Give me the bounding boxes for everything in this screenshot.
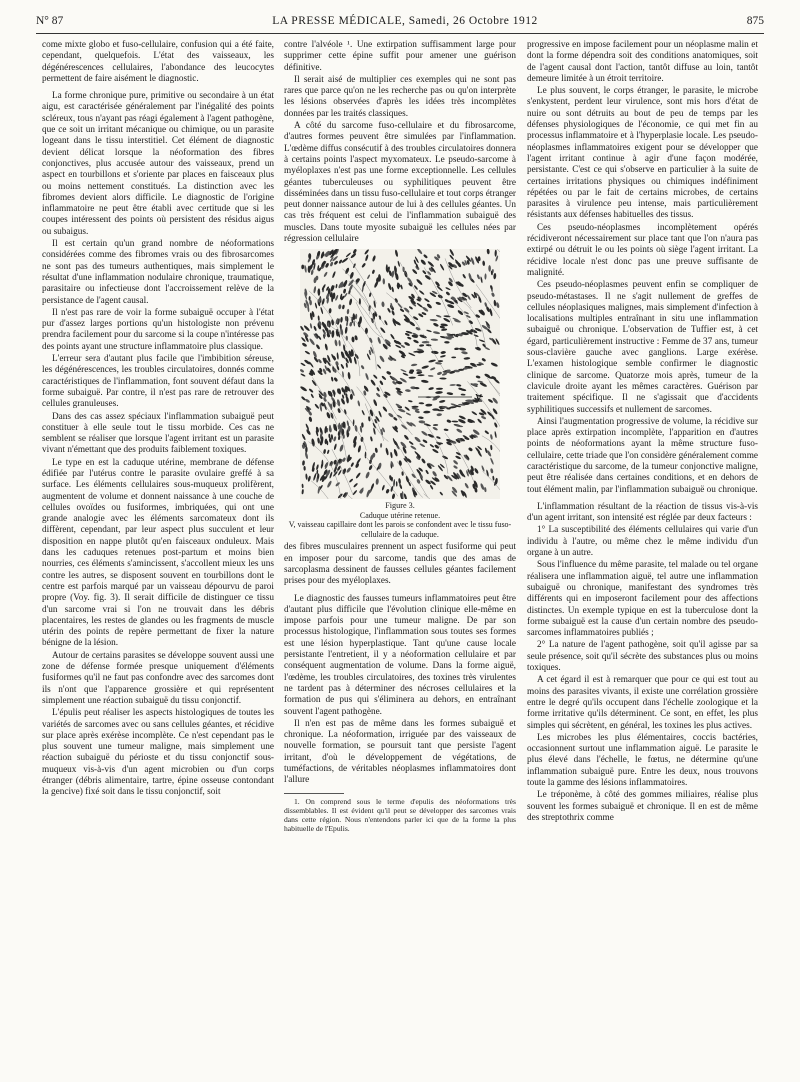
paragraph: L'épulis peut réaliser les aspects histologiques de toutes les variétés de sarcomes avec ou sans cellules géantes, et récidive sur place après exérèse incomplète. Ce n'est cependant pas le plus souvent une tumeur maligne, mais simplement une réaction subaiguë du périoste et du tissu conjonctif sous-muqueux vis-à-vis d'un agent microbien ou d'un corps étranger (débris alimentaire, tartre, épine osseuse contondant la gencive) fixé soit dans le tissu conjonctif, soit — [42, 708, 274, 798]
figure-title: Figure 3. — [385, 501, 415, 511]
figure-caption-main: Caduque utérine retenue. — [359, 510, 441, 520]
paragraph: A cet égard il est à remarquer que pour ce qui est tout au moins des parasites vivants, il existe une corrélation grossière entre le degré qu'ils occupent dans l'échelle zoologique et la forme irritative qu'ils déterminent. Ce sont, en effet, les plus simples qui sécrètent, en général, les toxines les plus actives. — [527, 675, 758, 731]
column-1 — [42, 40, 274, 1078]
paragraph: des fibres musculaires prennent un aspect fusiforme qui peut en imposer pour du sarcome, tandis que des amas de sarcoplasma dessinent de fausses cellules géantes facilement prises pour des myéloplaxes. — [284, 542, 516, 587]
cell-nucleus — [308, 253, 311, 259]
paragraph: Le tréponème, à côté des gommes miliaires, réalise plus souvent les formes subaiguë et chronique. Il en est de même des streptothrix comme — [527, 790, 758, 823]
issue-number: N° 87 — [36, 15, 64, 27]
paragraph: 1° La susceptibilité des éléments cellulaires qui varie d'un individu à l'autre, ou même chez le même individu d'un organe à un autre. — [527, 525, 758, 559]
paragraph: L'inflammation résultant de la réaction de tissus vis-à-vis d'un agent irritant, son intensité est réglée par deux facteurs : — [527, 501, 758, 524]
histology-illustration — [300, 249, 500, 499]
journal-title-date: LA PRESSE MÉDICALE, Samedi, 26 Octobre 1912 — [272, 15, 538, 27]
paragraph: Il serait aisé de multiplier ces exemples qui ne sont pas rares que parce qu'on ne les recherche pas ou qu'on interprète les lésions observées d'après les idées très incomplètes données par les traités classiques. — [284, 74, 516, 119]
paragraph: Ainsi l'augmentation progressive de volume, la récidive sur place après extirpation incomplète, l'apparition en d'autres points de néoformations ayant la même structure fuso-cellulaire, cette triade que l'on considère généralement comme caractéristique du sarcome, de la tumeur conjonctive maligne, peut être réalisée dans certaines conditions, et en dehors de tout élément malin, par l'inflammation subaiguë ou chronique. — [527, 416, 758, 495]
paragraph: Autour de certains parasites se développe souvent aussi une zone de défense formée presque uniquement d'éléments fusiformes qu'il ne faut pas confondre avec des sarcomes dont ils n'ont que l'apparence grossière et qui représentent simplement une réaction subaiguë du tissu conjonctif. — [42, 650, 274, 706]
paragraph: contre l'alvéole ¹. Une extirpation suffisamment large pour supprimer cette épine suffit pour amener une guérison définitive. — [284, 40, 516, 73]
header-rule — [36, 33, 764, 34]
paragraph: Ces pseudo-néoplasmes incomplètement opérés récidiveront nécessairement sur place tant que l'on n'aura pas extirpé ou détruit le ou les points où siège l'agent irritant. La récidive locale n'est donc pas une preuve suffisante de malignité. — [527, 222, 758, 278]
paragraph: Il est certain qu'un grand nombre de néoformations considérées comme des fibromes vrais ou des fibrosarcomes ne sont pas des tumeurs authentiques, mais simplement le résultat d'une inflammation nodulaire chronique, traumatique, parasitaire ou infectieuse dont l'accroissement relève de la persistance de l'agent causal. — [42, 239, 274, 306]
figure-caption-detail: V, vaisseau capillaire dont les parois se confondent avec le tissu fuso-cellulaire de la caduque. — [288, 520, 512, 539]
footnote: 1. On comprend sous le terme d'epulis des néoformations très dissemblables. Il est évident qu'il peut se développer des sarcomes vrais dans cette région. Nous n'entendons parler ici que de la forme la plus habituelle de l'Epulis. — [284, 796, 516, 833]
paragraph: Les microbes les plus élémentaires, coccis bactéries, occasionnent surtout une inflammation aiguë. Le parasite le plus élevé dans l'échelle, le fœtus, ne détermine qu'une inflammation subaiguë pure. Entre les deux, nous trouvons toute la gamme des lésions inflammatoires. — [527, 732, 758, 788]
paragraph: progressive en impose facilement pour un néoplasme malin et dont la forme dépendra soit des conditions anatomiques, soit de l'agent causal dont l'action, tantôt diffuse au loin, tantôt demeure limitée à un étroit territoire. — [527, 40, 758, 84]
paragraph: A côté du sarcome fuso-cellulaire et du fibrosarcome, d'autres formes peuvent être simulées par l'inflammation. L'œdème diffus consécutif à des troubles circulatoires donnera à certains points l'aspect myxomateux. Le pseudo-sarcome à myéloplaxes n'est pas une forme exceptionnelle. Les cellules géantes tuberculeuses ou syphilitiques peuvent être disséminées dans un tissu fuso-cellulaire et tout corps étranger peut donner naissance autour de lui à des cellules géantes. Un cas très fréquent est celui de l'inflammation subaiguë des muscles. Dans toute myosite subaiguë les cellules nées par régression cellulaire — [284, 121, 516, 245]
paragraph: Il n'en est pas de même dans les formes subaiguë et chronique. La néoformation, irriguée par des vaisseaux de nouvelle formation, se poursuit tant que persiste l'agent irritant, d'où le développement de végétations, de tuméfactions, de véritables néoplasmes inflammatoires dont l'allure — [284, 718, 516, 786]
paragraph: L'erreur sera d'autant plus facile que l'imbibition séreuse, les dégénérescences, les troubles circulatoires, donnés comme caractéristiques de l'inflammation, font souvent défaut dans la forme subaiguë. Par contre, il n'est pas rare de retrouver des cellules granuleuses. — [42, 354, 274, 410]
paragraph: La forme chronique pure, primitive ou secondaire à un état aigu, est caractérisée généralement par l'inégalité des points scléreux, tous n'ayant pas réagi également à l'agent pathogène, que ce soit un irritant mécanique ou chimique, ou un parasite logeant dans le tissu interstitiel. Cet élément de diagnostic devient délicat lorsque la néoformation des fibres conjonctives, plus accusée autour des vaisseaux, prend un aspect en tourbillons et s'oriente par places en faisceaux plus ou moins nettement constitués. La distinction avec les fibromes devient alors difficile. Le diagnostic de l'origine inflammatoire ne peut être établi avec certitude que si les coupes intéressent des points où persistent des résidus aigus ou subaigus. — [42, 91, 274, 237]
paragraph: Ces pseudo-néoplasmes peuvent enfin se compliquer de pseudo-métastases. Il ne s'agit nullement de greffes de cellules néoplasiques malignes, mais simplement d'infection à localisations multiples entraînant in situ une inflammation subaiguë ou chronique. L'observation de Tuffier est, à cet égard, particulièrement instructive : Femme de 37 ans, tumeur sous-clavière gauche avec ganglions. Large exérèse. L'examen histologique semble confirmer le diagnostic clinique de sarcome. Quatorze mois après, tumeur de la clavicule droite ayant les mêmes caractères. Guérison par traitement spécifique. Il ne s'agissait que d'accidents syphilitiques successifs et nullement de sarcomes. — [527, 280, 758, 415]
column-3 — [527, 40, 758, 1078]
paragraph: 2° La nature de l'agent pathogène, soit qu'il agisse par sa seule présence, soit qu'il sécrète des substances plus ou moins toxiques. — [527, 640, 758, 674]
page-number: 875 — [746, 15, 764, 27]
figure-pointer-label: V — [475, 393, 483, 405]
paragraph: come mixte globo et fuso-cellulaire, confusion qui a été faite, cependant, quelquefois. L'état des vaisseaux, les dégénérescences cellulaires, l'abondance des leucocytes permettent de faire aisément le diagnostic. — [42, 40, 274, 84]
paragraph: Il n'est pas rare de voir la forme subaiguë occuper à l'état pur d'assez larges portions qu'un histologiste non prévenu prendra facilement pour du sarcome si la coupe n'intéresse pas des points ayant une structure inflammatoire plus classique. — [42, 307, 274, 352]
cell-nucleus — [451, 357, 456, 359]
paragraph: Dans des cas assez spéciaux l'inflammation subaiguë peut constituer à elle seule tout le tissu morbide. Ces cas ne semblent se réaliser que lorsque l'agent irritant est un parasite vivant n'émettant que des produits faiblement toxiques. — [42, 411, 274, 456]
column-2 — [284, 40, 516, 1078]
paragraph: Sous l'influence du même parasite, tel malade ou tel organe réalisera une inflammation aiguë, tel autre une inflammation subaiguë ou chronique, manifestant des syndromes très différents qui en imposeront facilement pour des affections distinctes. Un exemple typique en est la tuberculose dont la forme subaiguë est la cause d'un certain nombre des pseudo-sarcomes inflammatoires publiés ; — [527, 560, 758, 639]
paragraph: Le diagnostic des fausses tumeurs inflammatoires peut être d'autant plus difficile que l'évolution clinique elle-même en impose parfois pour une tumeur maligne. De par son processus histologique, l'inflammation sous toutes ses formes est une lésion hyperplastique. Tant qu'une cause locale persistante l'entretient, il y a néoformation cellulaire et par conséquent augmentation de volume. Dans la forme aiguë, l'œdème, les troubles circulatoires, des toxines très virulentes ne tardent pas à déterminer des nécroses cellulaires et la formation de pus qui s'éliminera au dehors, en entraînant souvent l'agent pathogène. — [284, 593, 516, 717]
page-header — [36, 11, 764, 31]
paragraph: Le plus souvent, le corps étranger, le parasite, le microbe s'enkystent, perdent leur virulence, sont mis hors d'état de nuire ou sont détruits au bout de peu de temps par les défenses physiologiques de l'économie, ce qui met fin au processus inflammatoire et à l'hyperplasie locale. Les pseudo-néoplasmes inflammatoires exigent pour se développer que l'agent irritant continue à agir d'une façon modérée, persistante. C'est ce qui s'observe en particulier à la suite de certaines irritations physiques ou chimiques indéfiniment répétées ou par le fait de certains microbes, de certains parasites à virulence peu intense, mais particulièrement résistants aux défenses habituelles des tissus. — [527, 86, 758, 221]
paragraph: Le type en est la caduque utérine, membrane de défense édifiée par l'utérus contre le parasite ovulaire greffé à sa surface. Les éléments cellulaires sous-muqueux prolifèrent, augmentent de volume et donnent naissance à une couche de cellules ovoïdes ou fusiformes, imbriquées, qui ont une grande analogie avec les éléments sarcomateux dont ils diffèrent, cependant, par leur aspect plus succulent et leur disposition en nappe plutôt qu'en faisceaux onduleux. Mais dans les caduques retenues post-partum et moins bien nourries, ces éléments s'amincissent, s'accollent mieux les uns contre les autres, se disposent souvent en tourbillons dont le centre est parfois marqué par un vaisseau dépourvu de paroi propre (Voy. fig. 3). Il serait difficile de distinguer ce tissu d'un sarcome vrai si l'on ne trouvait dans les débris placentaires, les restes de glandes ou les fragments de muscle utérin des points de repère permettant de fixer la nature bénigne de la lésion. — [42, 457, 274, 649]
figure-caption — [284, 501, 516, 539]
footnote-rule — [284, 793, 344, 794]
figure-3 — [284, 249, 516, 539]
